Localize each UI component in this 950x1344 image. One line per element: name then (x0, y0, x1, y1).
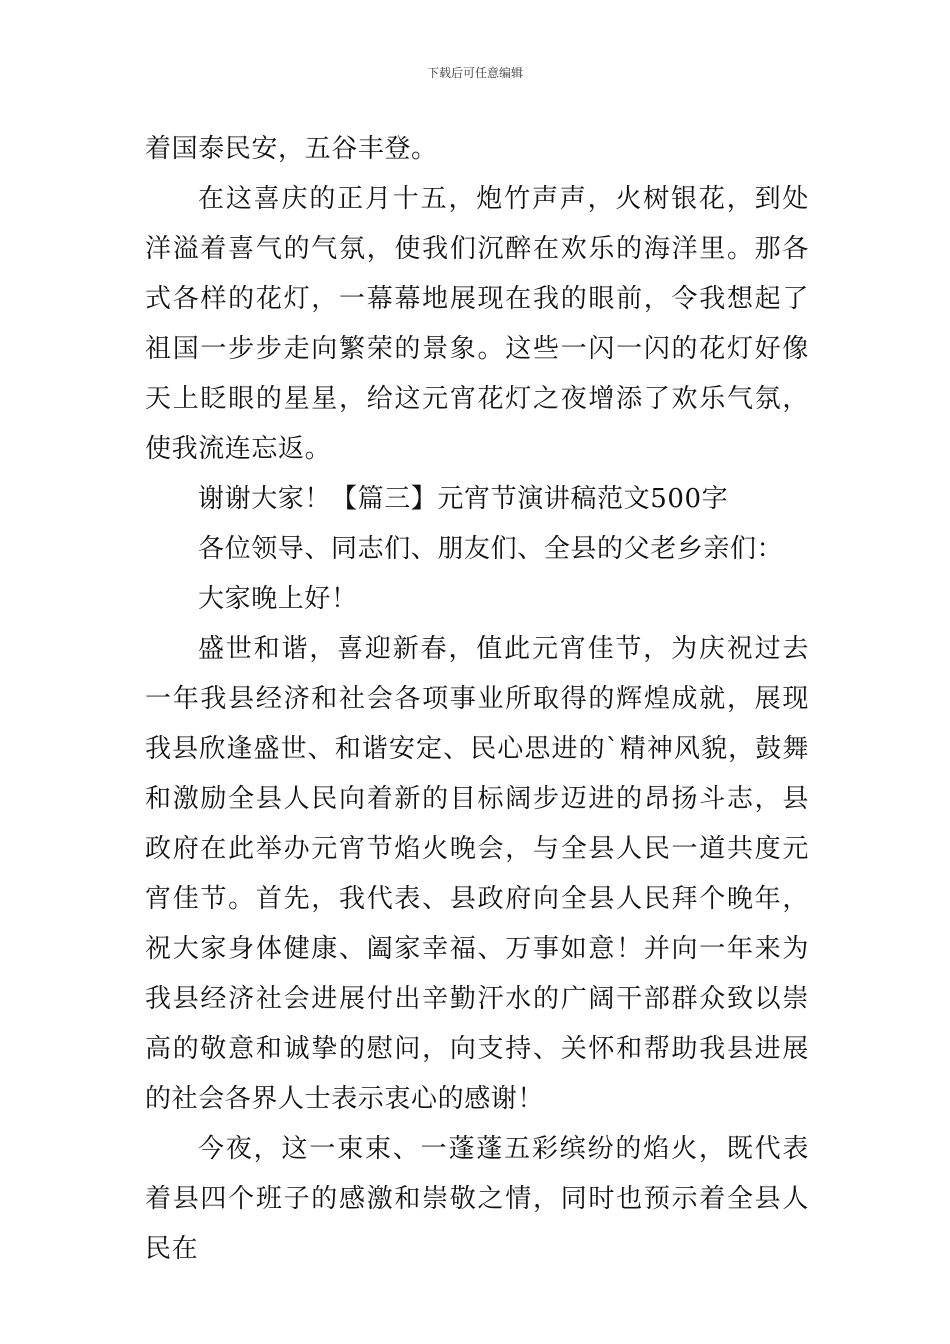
paragraph-speech-body: 盛世和谐，喜迎新春，值此元宵佳节，为庆祝过去一年我县经济和社会各项事业所取得的辉煌成就，展现我县欣逢盛世、和谐安定、民心思进的`精神风貌，鼓舞和激励全县人民向着新的目标阔步迈进的昂扬斗志，县政府在此举办元宵节焰火晚会，与全县人民一道共度元宵佳节。首先，我代表、县政府向全县人民拜个晚年，祝大家身体健康、阖家幸福、万事如意！并向一年来为我县经济社会进展付出辛勤汗水的广阔干部群众致以崇高的敬意和诚挚的慰问，向支持、关怀和帮助我县进展的社会各界人士表示衷心的感谢！ (145, 634, 809, 1114)
paragraph-continuation: 着国泰民安，五谷丰登。 (145, 134, 438, 164)
paragraph-lantern-festival: 在这喜庆的正月十五，炮竹声声，火树银花，到处洋溢着喜气的气氛，使我们沉醉在欢乐的海洋里。那各式各样的花灯，一幕幕地展现在我的眼前，令我想起了祖国一步步走向繁荣的景象。这些一闪一闪的花灯好像天上眨眼的星星，给这元宵花灯之夜增添了欢乐气氛，使我流连忘返。 (145, 184, 809, 464)
document-body (145, 124, 809, 1274)
paragraph-fireworks: 今夜，这一束束、一蓬蓬五彩缤纷的焰火，既代表着县四个班子的感激和崇敬之情，同时也预示着全县人民在 (145, 1134, 809, 1264)
paragraph-thanks-and-section-title: 谢谢大家！【篇三】元宵节演讲稿范文500字 (198, 484, 729, 514)
page-header: 下载后可任意编辑 (426, 66, 523, 80)
paragraph-greeting: 大家晚上好！ (198, 584, 358, 614)
paragraph-salutation: 各位领导、同志们、朋友们、全县的父老乡亲们： (198, 534, 784, 564)
